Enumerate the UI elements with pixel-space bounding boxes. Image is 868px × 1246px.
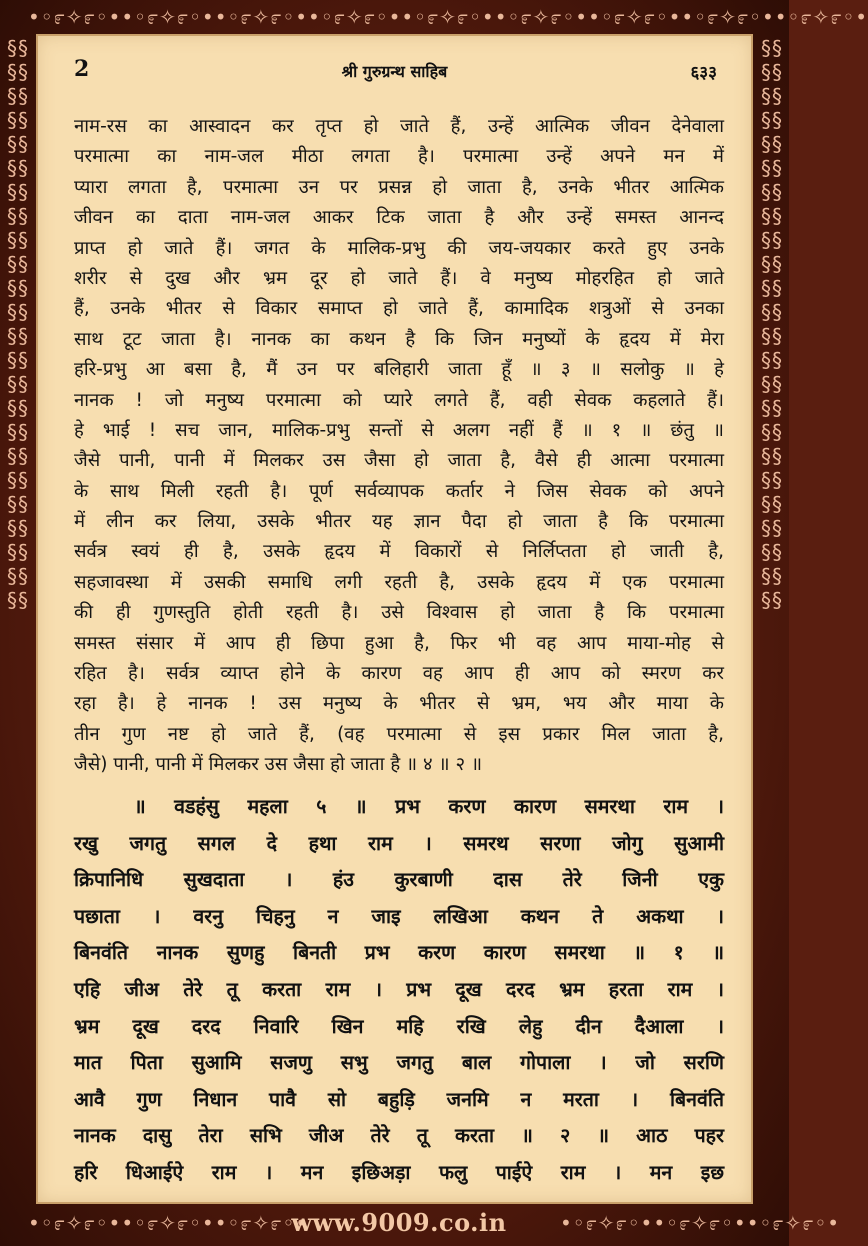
translation-line: के साथ मिली रहती है। पूर्ण सर्वव्यापक कर्तार ने जिस सेवक को अपने bbox=[74, 480, 724, 502]
scripture-page bbox=[36, 34, 753, 1204]
bottom-right-ornament: •◦೯✧೯◦••◦೯✧೯◦••◦೯✧೯◦• bbox=[560, 1211, 841, 1235]
website-link[interactable]: www.9009.co.in bbox=[291, 1208, 507, 1237]
verse-line: भ्रम दूख दरद निवारि खिन महि रखि लेहु दीन दैआला । bbox=[74, 1014, 724, 1038]
verse-line: मात पिता सुआमि सजणु सभु जगतु बाल गोपाला । जो सरणि bbox=[74, 1051, 724, 1075]
translation-line: हरि-प्रभु आ बसा है, मैं उन पर बलिहारी जाता हूँ ॥ ३ ॥ सलोकु ॥ हे bbox=[74, 359, 724, 381]
page-header bbox=[36, 56, 753, 86]
translation-line: प्राप्त हो जाते हैं। जगत के मालिक-प्रभु की जय-जयकार करते हुए उनके bbox=[74, 237, 724, 259]
top-ornament-border: •◦೯✧೯◦••◦೯✧೯◦••◦೯✧೯◦••◦೯✧೯◦••◦೯✧೯◦••◦೯✧೯◦••◦೯✧೯◦••◦೯✧೯◦••◦೯✧೯◦• bbox=[28, 5, 868, 29]
left-ornament-border: §§§§§§§§§§§§§§§§§§§§§§§§§§§§§§§§§§§§§§§§§§§§§§§§ bbox=[7, 36, 29, 612]
translation-line: हे भाई ! सच जान, मालिक-प्रभु सन्तों से अलग नहीं हैं ॥ १ ॥ छंतु ॥ bbox=[74, 419, 724, 441]
translation-line: परमात्मा का नाम-जल मीठा लगता है। परमात्मा उन्हें अपने मन में bbox=[74, 146, 724, 168]
translation-line: नाम-रस का आस्वादन कर तृप्त हो जाते हैं, उन्हें आत्मिक जीवन देनेवाला bbox=[74, 116, 724, 137]
translation-line: जीवन का दाता नाम-जल आकर टिक जाता है और उन्हें समस्त आनन्द bbox=[74, 207, 724, 229]
bottom-left-ornament: •◦೯✧೯◦••◦೯✧೯◦••◦೯✧೯◦• bbox=[28, 1211, 309, 1235]
translation-line: रहित है। सर्वत्र व्याप्त होने के कारण वह आप ही आप को स्मरण कर bbox=[74, 663, 724, 685]
right-ornament-border: §§§§§§§§§§§§§§§§§§§§§§§§§§§§§§§§§§§§§§§§§§§§§§§§ bbox=[761, 36, 783, 612]
verse-line: एहि जीअ तेरे तू करता राम । प्रभ दूख दरद भ्रम हरता राम । bbox=[74, 977, 724, 1001]
verse-line: नानक दासु तेरा सभि जीअ तेरे तू करता ॥ २ ॥ आठ पहर bbox=[74, 1124, 724, 1148]
verse-line: हरि धिआईऐ राम । मन इछिअड़ा फलु पाईऐ राम । मन इछ bbox=[74, 1160, 724, 1184]
translation-line: सहजावस्था में उसकी समाधि लगी रहती है, उसके हृदय में एक परमात्मा bbox=[74, 571, 724, 593]
verse-line: क्रिपानिधि सुखदाता । हंउ कुरबाणी दास तेरे जिनी एकु bbox=[74, 868, 724, 892]
verse-line: ॥ वडहंसु महला ५ ॥ प्रभ करण कारण समरथा राम । bbox=[134, 795, 724, 818]
translation-line: जैसे पानी, पानी में मिलकर उस जैसा हो जाता है, वैसे ही आत्मा परमात्मा bbox=[74, 450, 724, 472]
translation-block bbox=[74, 112, 724, 781]
verse-line: पछाता । वरनु चिहनु न जाइ लखिआ कथन ते अकथा । bbox=[74, 904, 724, 928]
translation-line: साथ टूट जाता है। नानक का कथन है कि जिन मनुष्यों के हृदय में मेरा bbox=[74, 328, 724, 350]
translation-line: रहा है। हे नानक ! उस मनुष्य के भीतर से भ्रम, भय और माया के bbox=[74, 693, 724, 715]
translation-line: तीन गुण नष्ट हो जाते हैं, (वह परमात्मा से इस प्रकार मिल जाता है, bbox=[74, 723, 724, 745]
translation-line: हैं, उनके भीतर से विकार समाप्त हो जाते हैं, कामादिक शत्रुओं से उनका bbox=[74, 298, 724, 320]
translation-line: प्यारा लगता है, परमात्मा उन पर प्रसन्न हो जाता है, उनके भीतर आत्मिक bbox=[74, 176, 724, 198]
translation-line: नानक ! जो मनुष्य परमात्मा को प्यारे लगते हैं, वही सेवक कहलाते हैं। bbox=[74, 389, 724, 411]
translation-line: शरीर से दुख और भ्रम दूर हो जाते हैं। वे मनुष्य मोहरहित हो जाते bbox=[74, 267, 724, 289]
page-number: 2 bbox=[74, 56, 90, 82]
scripture-page-number: ६३३ bbox=[690, 63, 717, 83]
translation-line: जैसे) पानी, पानी में मिलकर उस जैसा हो जाता है ॥ ४ ॥ २ ॥ bbox=[74, 754, 483, 776]
scripture-verse-block bbox=[74, 789, 724, 1192]
translation-line: समस्त संसार में आप ही छिपा हुआ है, फिर भी वह आप माया-मोह से bbox=[74, 632, 724, 654]
translation-line: सर्वत्र स्वयं ही है, उसके हृदय में विकारों से निर्लिप्तता हो जाती है, bbox=[74, 541, 724, 563]
translation-line: में लीन कर लिया, उसके भीतर यह ज्ञान पैदा हो जाता है कि परमात्मा bbox=[74, 511, 724, 533]
verse-line: आवै गुण निधान पावै सो बहुड़ि जनमि न मरता । बिनवंति bbox=[74, 1087, 724, 1111]
verse-line: रखु जगतु सगल दे हथा राम । समरथ सरणा जोगु सुआमी bbox=[74, 831, 724, 855]
verse-line: बिनवंति नानक सुणहु बिनती प्रभ करण कारण समरथा ॥ १ ॥ bbox=[74, 941, 724, 965]
page-title: श्री गुरुग्रन्थ साहिब bbox=[341, 62, 448, 81]
translation-line: की ही गुणस्तुति होती रहती है। उसे विश्वास हो जाता है कि परमात्मा bbox=[74, 602, 724, 624]
